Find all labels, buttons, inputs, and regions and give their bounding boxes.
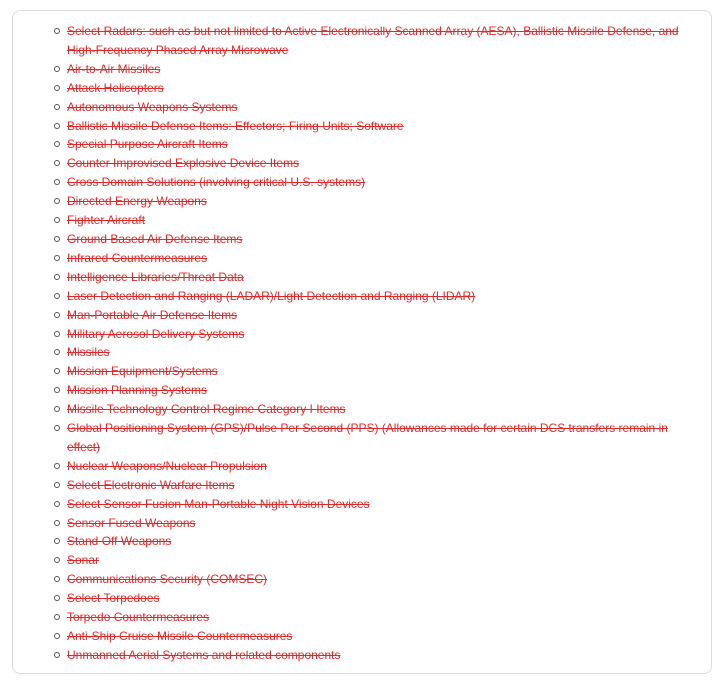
hollow-circle-bullet-icon: [54, 463, 60, 469]
list-item-text: Military Aerosol Delivery Systems: [67, 326, 245, 341]
list-item-text: Communications Security (COMSEC): [67, 572, 268, 587]
list-item-text: Missiles: [67, 345, 110, 360]
hollow-circle-bullet-icon: [54, 104, 60, 110]
list-item: [53, 60, 701, 79]
hollow-circle-bullet-icon: [54, 141, 60, 147]
hollow-circle-bullet-icon: [54, 387, 60, 393]
hollow-circle-bullet-icon: [54, 614, 60, 620]
list-item: [53, 400, 701, 419]
hollow-circle-bullet-icon: [54, 28, 60, 34]
list-item: [53, 551, 701, 570]
list-item-text: Special Purpose Aircraft Items: [67, 137, 228, 152]
list-item-text: Man-Portable Air Defense Items: [67, 307, 238, 322]
list-item-text: Intelligence Libraries/Threat Data: [67, 269, 244, 284]
list-item-text: Torpedo Countermeasures: [67, 610, 210, 625]
hollow-circle-bullet-icon: [54, 255, 60, 261]
list-item: [53, 589, 701, 608]
hollow-circle-bullet-icon: [54, 66, 60, 72]
list-item-text: Fighter Aircraft: [67, 213, 146, 228]
list-item: [53, 476, 701, 495]
list-item-text: Select Electronic Warfare Items: [67, 477, 235, 492]
list-item: [53, 117, 701, 136]
list-item-text: Unmanned Aerial Systems and related components: [67, 647, 341, 662]
hollow-circle-bullet-icon: [54, 595, 60, 601]
list-item-text: Counter Improvised Explosive Device Items: [67, 156, 300, 171]
list-item: [53, 646, 701, 665]
list-item-text: Air-to-Air Missiles: [67, 61, 161, 76]
list-item: [53, 495, 701, 514]
list-item: [53, 362, 701, 381]
list-item: [53, 98, 701, 117]
list-item-text: Sensor Fused Weapons: [67, 515, 196, 530]
hollow-circle-bullet-icon: [54, 538, 60, 544]
list-item: [53, 627, 701, 646]
list-item: [53, 514, 701, 533]
hollow-circle-bullet-icon: [54, 85, 60, 91]
hollow-circle-bullet-icon: [54, 633, 60, 639]
list-item-text: Directed Energy Weapons: [67, 194, 207, 209]
list-item-text: Anti-Ship Cruise Missile Countermeasures: [67, 629, 293, 643]
list-item-text: Global Positioning System (GPS)/Pulse Per Second (PPS) (Allowances made for certain DCS transfers remain in effect): [67, 421, 668, 454]
list-item: [53, 173, 701, 192]
list-item: [53, 249, 701, 268]
hollow-circle-bullet-icon: [54, 482, 60, 488]
hollow-circle-bullet-icon: [54, 274, 60, 280]
list-item-text: Select Radars: such as but not limited to Active Electronically Scanned Array (AESA), Ballistic Missile Defense, and High-Frequency Phased Array Microwave: [67, 24, 679, 57]
hollow-circle-bullet-icon: [54, 576, 60, 582]
list-item-text: Select Torpedoes: [67, 591, 160, 606]
list-item-text: Autonomous Weapons Systems: [67, 99, 238, 114]
hollow-circle-bullet-icon: [54, 198, 60, 204]
list-item: [53, 570, 701, 589]
list-item: [53, 532, 701, 551]
list-item-text: Laser Detection and Ranging (LADAR)/Light Detection and Ranging (LIDAR): [67, 288, 476, 303]
list-item: [53, 230, 701, 249]
list-item: [53, 381, 701, 400]
list-item: [53, 79, 701, 98]
list-item: [53, 211, 701, 230]
list-item-text: Sonar: [67, 553, 100, 568]
hollow-circle-bullet-icon: [54, 293, 60, 299]
list-item-text: Cross Domain Solutions (involving critical U.S. systems): [67, 175, 366, 190]
list-item: [53, 306, 701, 325]
hollow-circle-bullet-icon: [54, 331, 60, 337]
list-item: [53, 457, 701, 476]
hollow-circle-bullet-icon: [54, 236, 60, 242]
list-item-text: Mission Planning Systems: [67, 383, 208, 398]
hollow-circle-bullet-icon: [54, 557, 60, 563]
content-panel: [12, 10, 712, 674]
hollow-circle-bullet-icon: [54, 501, 60, 507]
hollow-circle-bullet-icon: [54, 123, 60, 129]
list-item: [53, 608, 701, 627]
list-item: [53, 325, 701, 344]
restricted-items-list: [53, 22, 701, 665]
list-item: [53, 22, 701, 60]
list-item-text: Select Sensor Fusion Man-Portable Night Vision Devices: [67, 496, 370, 511]
list-item-text: Stand Off Weapons: [67, 534, 172, 549]
list-item: [53, 268, 701, 287]
hollow-circle-bullet-icon: [54, 312, 60, 318]
list-item-text: Missile Technology Control Regime Category I Items: [67, 402, 346, 417]
hollow-circle-bullet-icon: [54, 217, 60, 223]
hollow-circle-bullet-icon: [54, 160, 60, 166]
list-item: [53, 192, 701, 211]
list-item-text: Ground Based Air Defense Items: [67, 231, 243, 246]
list-item-text: Ballistic Missile Defense Items: Effectors; Firing Units; Software: [67, 118, 404, 133]
list-item: [53, 154, 701, 173]
list-item: [53, 343, 701, 362]
hollow-circle-bullet-icon: [54, 425, 60, 431]
list-item-text: Mission Equipment/Systems: [67, 364, 218, 379]
hollow-circle-bullet-icon: [54, 406, 60, 412]
hollow-circle-bullet-icon: [54, 520, 60, 526]
list-item: [53, 419, 701, 457]
list-item: [53, 287, 701, 306]
list-item-text: Nuclear Weapons/Nuclear Propulsion: [67, 458, 267, 473]
list-item-text: Attack Helicopters: [67, 80, 164, 95]
hollow-circle-bullet-icon: [54, 652, 60, 658]
hollow-circle-bullet-icon: [54, 349, 60, 355]
hollow-circle-bullet-icon: [54, 179, 60, 185]
list-item-text: Infrared Countermeasures: [67, 250, 208, 265]
list-item: [53, 135, 701, 154]
hollow-circle-bullet-icon: [54, 368, 60, 374]
